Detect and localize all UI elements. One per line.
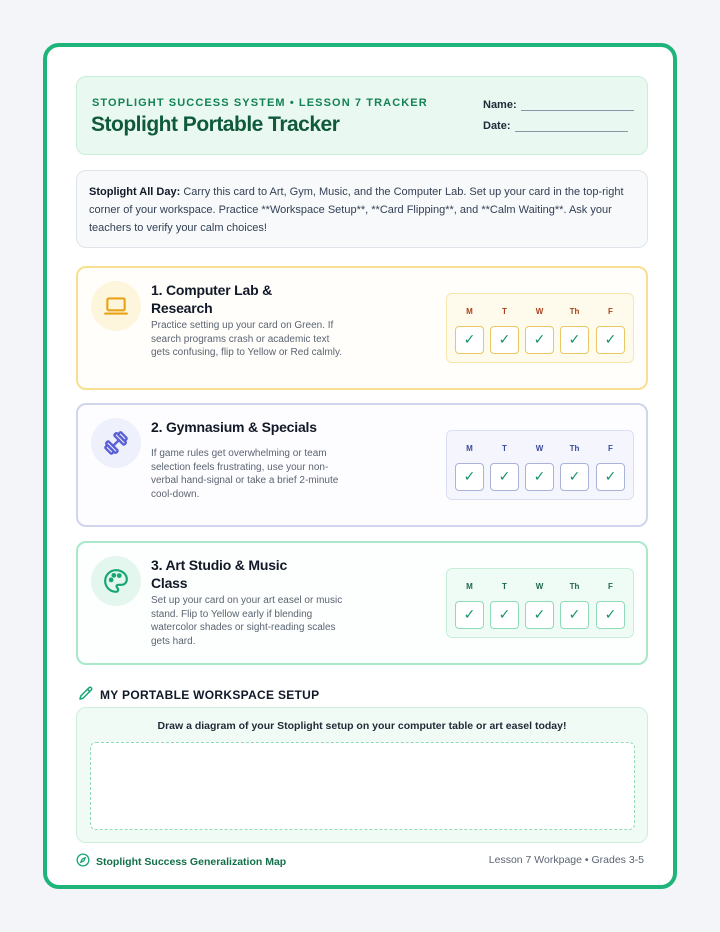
day-label: M [466,444,473,453]
card-gymnasium [76,403,648,527]
compass-icon [76,853,90,870]
week-tracker [446,293,634,363]
date-line [515,122,628,132]
check-box-monday[interactable]: ✓ [455,601,484,629]
date-label: Date: [483,120,511,132]
day-label: T [502,444,507,453]
day-label: W [535,444,544,453]
section-heading [77,684,319,705]
footer-left-text: Stoplight Success Generalization Map [96,855,287,868]
footer-meta: Lesson 7 Workpage • Grades 3-5 [488,854,644,866]
check-box-wednesday[interactable]: ✓ [525,601,554,629]
day-label: M [466,307,473,316]
card-description: Practice setting up your card on Green. If search programs crash or academic text gets confusing, flip to Yellow or Red calmly. [151,320,343,359]
drawing-panel [76,707,648,843]
check-box-thursday[interactable]: ✓ [560,463,589,491]
check-box-friday[interactable]: ✓ [596,463,625,491]
laptop-icon [91,281,141,331]
name-line [521,101,634,111]
day-label: W [535,307,544,316]
header-eyebrow: STOPLIGHT SUCCESS SYSTEM • LESSON 7 TRACKER [92,97,428,109]
check-box-tuesday[interactable]: ✓ [490,601,519,629]
header-panel [76,76,648,155]
tracker-page [43,43,677,889]
day-label: F [608,307,613,316]
footer-brand [76,853,286,870]
day-label: Th [569,444,580,453]
drawing-area[interactable] [90,742,635,830]
pencil-icon [77,684,95,705]
palette-icon [91,556,141,606]
page-title: Stoplight Portable Tracker [91,113,340,136]
intro-lead: Stoplight All Day: [89,186,181,198]
intro-panel [76,170,648,248]
check-box-friday[interactable]: ✓ [596,601,625,629]
card-art-music [76,541,648,665]
check-box-wednesday[interactable]: ✓ [525,326,554,354]
card-description: If game rules get overwhelming or team selection feels frustrating, use your non-verbal hand-signal or take a brief 2-minute cool-down. [151,448,339,500]
check-box-thursday[interactable]: ✓ [560,326,589,354]
day-label: Th [569,582,580,591]
check-box-tuesday[interactable]: ✓ [490,463,519,491]
drawing-prompt: Draw a diagram of your Stoplight setup on your computer table or art easel today! [157,720,567,732]
day-label: Th [569,307,580,316]
day-label: T [502,582,507,591]
card-description: Set up your card on your art easel or music stand. Flip to Yellow early if blending watercolor shades or sight-reading scales gets hard. [151,595,343,647]
day-label: M [466,582,473,591]
day-label: F [608,444,613,453]
card-title: 3. Art Studio & Music Class [151,557,288,591]
date-field[interactable] [483,120,628,132]
day-label: T [502,307,507,316]
name-label: Name: [483,99,517,111]
check-box-monday[interactable]: ✓ [455,463,484,491]
section-heading-text: MY PORTABLE WORKSPACE SETUP [100,687,320,702]
intro-text: Carry this card to Art, Gym, Music, and the Computer Lab. Set up your card in the top-right corner of your workspace. Practice **Workspace Setup**, **Card Flipping**, and **Calm Waiting**. Ask your teachers to verify your calm choices! [89,186,624,234]
check-box-wednesday[interactable]: ✓ [525,463,554,491]
week-tracker [446,568,634,638]
check-box-monday[interactable]: ✓ [455,326,484,354]
dumbbell-icon [91,418,141,468]
card-title: 1. Computer Lab & Research [151,282,273,316]
card-computer-lab [76,266,648,390]
day-label: W [535,582,544,591]
check-box-friday[interactable]: ✓ [596,326,625,354]
card-title: 2. Gymnasium & Specials [151,419,317,435]
check-box-tuesday[interactable]: ✓ [490,326,519,354]
day-label: F [608,582,613,591]
check-box-thursday[interactable]: ✓ [560,601,589,629]
week-tracker [446,430,634,500]
name-field[interactable] [483,99,634,111]
